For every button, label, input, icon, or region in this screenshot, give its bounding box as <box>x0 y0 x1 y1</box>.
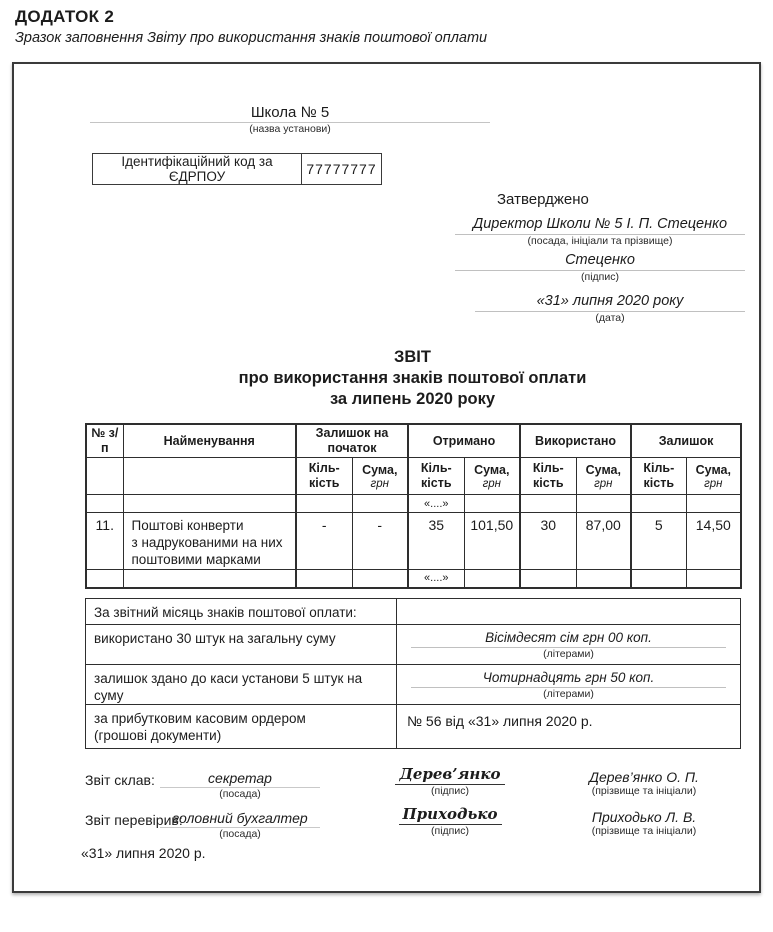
made-position-field <box>160 770 320 801</box>
empty-cell <box>631 495 686 513</box>
report-date: «31» липня 2020 р. <box>81 845 206 861</box>
checked-name-field <box>549 809 739 838</box>
empty-cell <box>686 570 741 588</box>
report-table <box>85 423 742 589</box>
appendix-heading: ДОДАТОК 2 <box>15 7 115 26</box>
empty-cell <box>123 570 296 588</box>
received-qty-header: Кіль-кість <box>408 458 464 495</box>
row-start-qty: - <box>296 513 352 570</box>
summary-label-3: залишок здано до каси установи 5 штук на суму <box>86 665 397 705</box>
row-name-line: Поштові конверти <box>131 518 244 533</box>
table-sub-header-row <box>86 458 741 495</box>
filler-row <box>86 495 741 513</box>
approval-date-caption: (дата) <box>595 312 625 324</box>
appendix-subtitle: Зразок заповнення Звіту про використання знаків поштової оплати <box>15 30 488 46</box>
report-title-line1: ЗВІТ <box>394 348 431 366</box>
empty-cell <box>397 599 741 625</box>
approved-label: Затверджено <box>497 191 589 208</box>
empty-cell <box>464 570 520 588</box>
col-name-header: Найменування <box>123 424 296 458</box>
col-np-header: № з/п <box>86 424 123 458</box>
empty-cell <box>352 495 408 513</box>
edrpou-label: Ідентифікаційний код за ЄДРПОУ <box>93 154 302 185</box>
summary-value-2-field <box>397 625 741 665</box>
empty-cell <box>576 570 631 588</box>
report-title-line3: за липень 2020 року <box>329 390 496 408</box>
group-received-header: Отримано <box>408 424 520 458</box>
table-row <box>86 513 741 570</box>
row-left-qty: 5 <box>631 513 686 570</box>
sum-unit: грн <box>704 477 723 490</box>
report-title-line2: про використання знаків поштової оплати <box>238 369 587 387</box>
sum-label: Сума, <box>695 462 731 477</box>
start-qty-header: Кіль-кість <box>296 458 352 495</box>
empty-cell <box>631 570 686 588</box>
summary-label-4-line1: за прибутковим касовим ордером <box>94 711 306 726</box>
row-received-qty: 35 <box>408 513 464 570</box>
left-sum-header <box>686 458 741 495</box>
edrpou-value: 77777777 <box>302 154 382 185</box>
edrpou-box <box>92 153 382 185</box>
made-signature-value: Дерев’янко <box>395 766 504 785</box>
approval-date-field <box>475 293 745 325</box>
approval-position-value: Директор Школи № 5 І. П. Стеценко <box>455 216 745 235</box>
made-signature-field <box>380 766 520 798</box>
table-group-header-row <box>86 424 741 458</box>
row-left-sum: 14,50 <box>686 513 741 570</box>
summary-label-4-line2: (грошові документи) <box>94 728 222 743</box>
report-checked-label: Звіт перевірив: <box>85 812 183 828</box>
used-sum-header <box>576 458 631 495</box>
start-sum-header <box>352 458 408 495</box>
empty-cell <box>520 495 576 513</box>
summary-value-4: № 56 від «31» липня 2020 р. <box>397 705 741 749</box>
left-qty-header: Кіль-кість <box>631 458 686 495</box>
empty-cell <box>520 570 576 588</box>
empty-cell <box>86 495 123 513</box>
dots-cell: «....» <box>408 570 464 588</box>
sum-label: Сума, <box>585 462 621 477</box>
report-made-label: Звіт склав: <box>85 772 155 788</box>
dots-cell: «....» <box>408 495 464 513</box>
summary-label-4 <box>86 705 397 749</box>
empty-cell <box>576 495 631 513</box>
summary-label-1: За звітний місяць знаків поштової оплати: <box>86 599 397 625</box>
empty-cell <box>123 458 296 495</box>
sign-caption: (підпис) <box>431 785 469 797</box>
letters-caption: (літерами) <box>543 688 594 700</box>
edrpou-row <box>93 154 382 185</box>
summary-row-3 <box>86 665 741 705</box>
empty-cell <box>686 495 741 513</box>
checked-signature-value: Приходько <box>399 806 502 825</box>
group-start-header: Залишок на початок <box>296 424 408 458</box>
summary-row-4 <box>86 705 741 749</box>
row-start-sum: - <box>352 513 408 570</box>
position-caption: (посада) <box>219 828 261 840</box>
empty-cell <box>296 570 352 588</box>
row-name <box>123 513 296 570</box>
group-used-header: Використано <box>520 424 631 458</box>
empty-cell <box>86 458 123 495</box>
row-used-sum: 87,00 <box>576 513 631 570</box>
summary-table <box>85 598 741 749</box>
summary-value-3: Чотирнадцять грн 50 коп. <box>411 670 727 688</box>
summary-row-1 <box>86 599 741 625</box>
approval-sign-field <box>455 252 745 284</box>
sum-unit: грн <box>482 477 501 490</box>
sum-unit: грн <box>370 477 389 490</box>
checked-position-value: головний бухгалтер <box>160 810 320 828</box>
group-left-header: Залишок <box>631 424 741 458</box>
sign-caption: (підпис) <box>431 825 469 837</box>
summary-row-2 <box>86 625 741 665</box>
row-np: 11. <box>86 513 123 570</box>
summary-value-2: Вісімдесят сім грн 00 коп. <box>411 630 727 648</box>
sum-label: Сума, <box>474 462 510 477</box>
empty-cell <box>296 495 352 513</box>
approval-sign-value: Стеценко <box>455 252 745 271</box>
name-caption: (прізвище та ініціали) <box>591 785 697 797</box>
received-sum-header <box>464 458 520 495</box>
document-sheet <box>12 62 761 893</box>
filler-row <box>86 570 741 588</box>
position-caption: (посада) <box>219 788 261 800</box>
org-name-caption: (назва установи) <box>249 123 331 135</box>
empty-cell <box>123 495 296 513</box>
approval-position-field <box>455 216 745 248</box>
used-qty-header: Кіль-кість <box>520 458 576 495</box>
approval-sign-caption: (підпис) <box>581 271 619 283</box>
summary-value-3-field <box>397 665 741 705</box>
empty-cell <box>86 570 123 588</box>
made-name-field <box>549 769 739 798</box>
row-name-line: з надрукованими на них <box>131 535 283 550</box>
org-name-block <box>90 104 490 136</box>
org-name-value: Школа № 5 <box>90 104 490 123</box>
made-name-value: Дерев’янко О. П. <box>589 769 699 785</box>
checked-signature-field <box>380 806 520 838</box>
empty-cell <box>352 570 408 588</box>
approval-date-value: «31» липня 2020 року <box>475 293 745 312</box>
checked-name-value: Приходько Л. В. <box>591 809 697 825</box>
summary-label-2: використано 30 штук на загальну суму <box>86 625 397 665</box>
empty-cell <box>464 495 520 513</box>
approval-position-caption: (посада, ініціали та прізвище) <box>527 235 673 247</box>
row-used-qty: 30 <box>520 513 576 570</box>
made-position-value: секретар <box>160 770 320 788</box>
report-title <box>85 347 740 410</box>
checked-position-field <box>160 810 320 841</box>
row-name-line: поштовими марками <box>131 552 261 567</box>
letters-caption: (літерами) <box>543 648 594 660</box>
sum-label: Сума, <box>362 462 398 477</box>
name-caption: (прізвище та ініціали) <box>591 825 697 837</box>
row-received-sum: 101,50 <box>464 513 520 570</box>
sum-unit: грн <box>594 477 613 490</box>
